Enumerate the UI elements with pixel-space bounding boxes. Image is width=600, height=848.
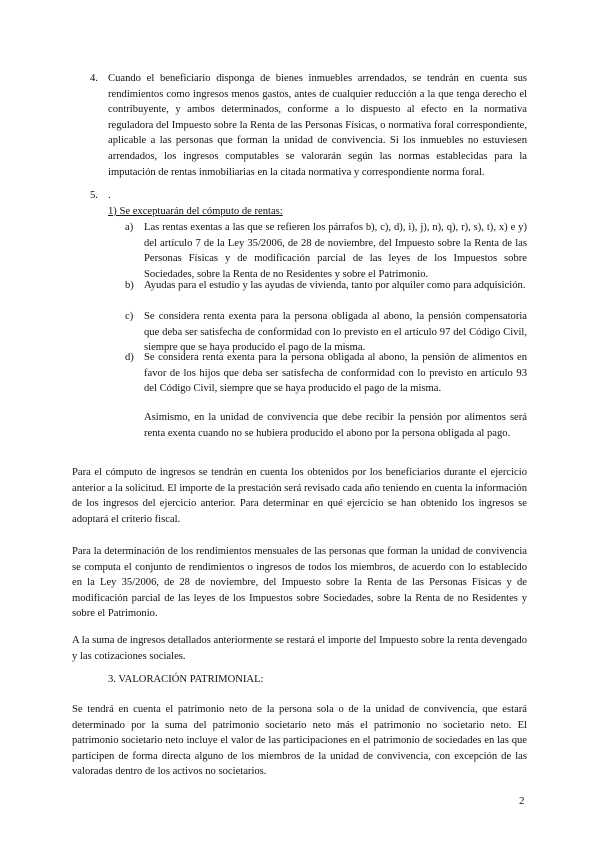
- sublist-item-d-note: Asimismo, en la unidad de convivencia que debe recibir la pensión por alimentos será renta exenta cuando no se hubiera producido el abono por la persona obligada al pago.: [144, 412, 527, 439]
- sublist-item-b: Ayudas para el estudio y las ayudas de vivienda, tanto por alquiler como para adquisición.: [144, 280, 526, 291]
- sublist-item-d: Se considera renta exenta para la persona obligada al abono, la pensión de alimentos en favor de los hijos que deba ser satisfecha de conformidad con lo previsto en artículo 93 del Código Civil, siempre que se haya producido el pago de la misma.: [144, 352, 527, 395]
- section-heading: 3. VALORACIÓN PATRIMONIAL:: [108, 674, 264, 685]
- sublist-letter-a: a): [125, 222, 134, 233]
- sublist-item-a: Las rentas exentas a las que se refieren los párrafos b), c), d), i), j), n), q), r), s), t), x) e y) del artículo 7 de la Ley 35/2006, de 28 de noviembre, del Impuesto sobre la Renta de las Personas Físicas y de modificación parcial de las leyes de los Impuestos sobre Sociedades, sobre la Renta de no Residentes y sobre el Patrimonio.: [144, 222, 527, 280]
- page-number: 2: [519, 795, 525, 807]
- paragraph-computo: Para el cómputo de ingresos se tendrán en cuenta los obtenidos por los beneficiarios durante el ejercicio anterior a la solicitud. El importe de la prestación será revisado cada año teniendo en cuenta la información de los ingresos del ejercicio anterior. Para determinar en qué ejercicio se han obtenido los ingresos se adoptará el criterio fiscal.: [72, 467, 527, 525]
- item-4-text: Cuando el beneficiario disponga de bienes inmuebles arrendados, se tendrán en cuenta sus rendimientos como ingresos menos gastos, antes de cualquier reducción a la que tenga derecho el contribuyente, y ambos determinados, conforme a lo dispuesto al efecto en la normativa reguladora del Impuesto sobre la Renta de las Personas Físicas, o normativa foral correspondiente, aplicable a las personas que forman la unidad de convivencia. Si los inmuebles no estuviesen arrendados, los ingresos computables se valorarán según las normas establecidas para la imputación de rentas inmobiliarias en la citada normativa y correspondiente norma foral.: [108, 73, 527, 178]
- sublist-letter-b: b): [125, 280, 134, 291]
- sublist-letter-c: c): [125, 311, 134, 322]
- list-number-5: 5.: [90, 190, 98, 201]
- paragraph-patrimonio: Se tendrá en cuenta el patrimonio neto de la persona sola o de la unidad de convivencia, que estará determinado por la suma del patrimonio societario neto más el patrimonio no societario neto. El patrimonio societario neto incluye el valor de las participaciones en el patrimonio de sociedades en las que participen de forma directa alguno de los miembros de la unidad de convivencia, con excepción de las valoradas dentro de los activos no societarios.: [72, 704, 527, 778]
- paragraph-suma: A la suma de ingresos detallados anteriormente se restará el importe del Impuesto sobre la renta devengado y las cotizaciones sociales.: [72, 635, 527, 662]
- list-number-4: 4.: [90, 73, 98, 84]
- sublist-item-c: Se considera renta exenta para la persona obligada al abono, la pensión compensatoria que deba ser satisfecha de conformidad con lo previsto en el artículo 97 del Código Civil, siempre que se haya producido el pago de la misma.: [144, 311, 527, 354]
- item-5-text: .: [108, 190, 111, 201]
- paragraph-rendimientos: Para la determinación de los rendimientos mensuales de las personas que forman la unidad de convivencia se computa el conjunto de rendimientos o ingresos de todos los miembros, de acuerdo con lo establecido en la Ley 35/2006, de 28 de noviembre, del Impuesto sobre la Renta de las Personas Físicas y de modificación parcial de las leyes de los Impuestos sobre Sociedades, sobre la Renta de no Residentes y sobre el Patrimonio.: [72, 546, 527, 620]
- exceptions-heading: 1) Se exceptuarán del cómputo de rentas:: [108, 206, 283, 217]
- sublist-letter-d: d): [125, 352, 134, 363]
